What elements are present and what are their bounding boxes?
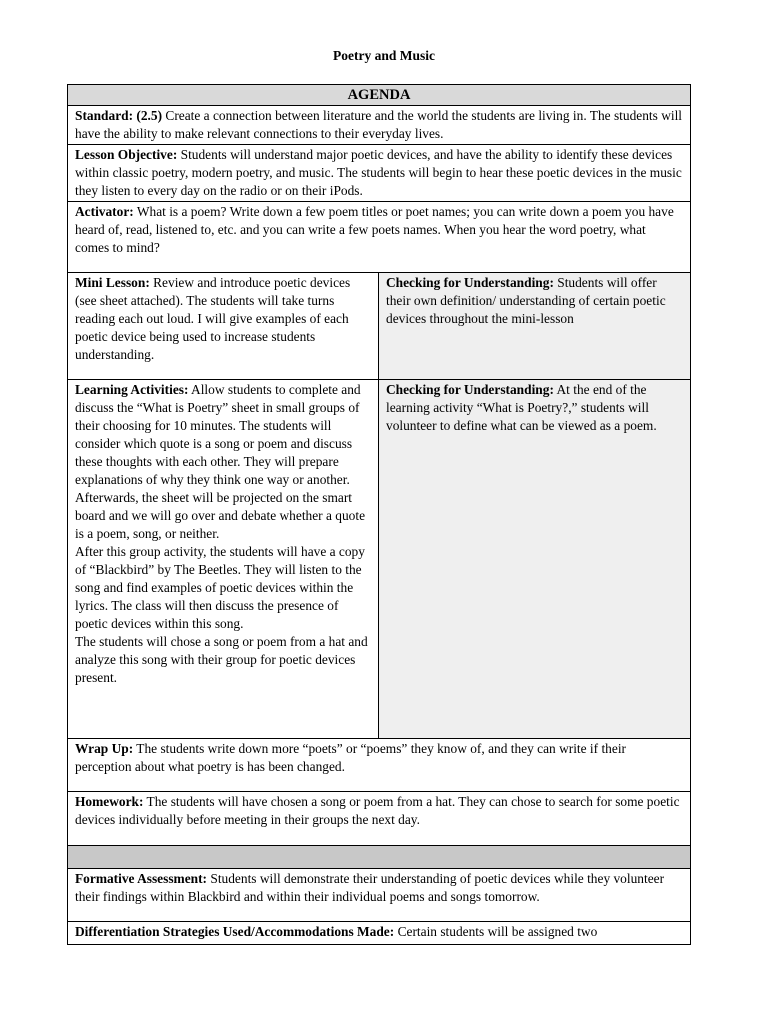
activator-label: Activator: bbox=[75, 204, 134, 219]
differentiation-row bbox=[68, 922, 691, 945]
formative-label: Formative Assessment: bbox=[75, 871, 208, 886]
differentiation-label: Differentiation Strategies Used/Accommodations Made: bbox=[75, 924, 395, 939]
wrap-up-cell bbox=[68, 739, 691, 792]
learning-row bbox=[68, 380, 691, 739]
check1-cell bbox=[379, 273, 691, 380]
objective-label: Lesson Objective: bbox=[75, 147, 178, 162]
standard-cell bbox=[68, 106, 691, 145]
objective-text: Students will understand major poetic devices, and have the ability to identify these devices within classic poetry, modern poetry, and music. The students will begin to hear these poetic devices in the music they listen to every day on the radio or on their iPods. bbox=[75, 147, 682, 198]
homework-label: Homework: bbox=[75, 794, 144, 809]
agenda-header: AGENDA bbox=[68, 85, 691, 106]
activator-text: What is a poem? Write down a few poem titles or poet names; you can write down a poem you have heard of, read, listened to, etc. and you can write a few poets names. When you hear the word poetry, what comes to mind? bbox=[75, 204, 674, 255]
objective-row bbox=[68, 145, 691, 202]
check2-text: At the end of the learning activity “What is Poetry?,” students will volunteer to define what can be viewed as a poem. bbox=[386, 382, 657, 433]
differentiation-cell bbox=[68, 922, 691, 945]
learning-para3: The students will chose a song or poem from a hat and analyze this song with their group for poetic devices present. bbox=[75, 634, 368, 685]
check2-label: Checking for Understanding: bbox=[386, 382, 554, 397]
check1-label: Checking for Understanding: bbox=[386, 275, 554, 290]
document-title: Poetry and Music bbox=[333, 48, 435, 63]
differentiation-text: Certain students will be assigned two bbox=[394, 924, 598, 939]
homework-cell bbox=[68, 792, 691, 846]
activator-row bbox=[68, 202, 691, 273]
standard-text: Create a connection between literature and the world the students are living in. The students will have the ability to make relevant connections to their everyday lives. bbox=[75, 108, 683, 141]
learning-cell bbox=[68, 380, 379, 739]
check1-text: Students will offer their own definition/ understanding of certain poetic devices throughout the mini-lesson bbox=[386, 275, 666, 326]
formative-cell bbox=[68, 869, 691, 922]
mini-lesson-text: Review and introduce poetic devices (see sheet attached). The students will take turns reading each out loud. I will give examples of each poetic device being used to increase students understanding. bbox=[75, 275, 351, 362]
mini-lesson-cell bbox=[68, 273, 379, 380]
agenda-table bbox=[67, 84, 691, 945]
wrap-up-row bbox=[68, 739, 691, 792]
separator-bar bbox=[68, 846, 691, 869]
mini-lesson-row bbox=[68, 273, 691, 380]
learning-para2: After this group activity, the students will have a copy of “Blackbird” by The Beetles. They will listen to the song and find examples of poetic devices within the lyrics. The class will then discuss the presence of poetic devices within this song. bbox=[75, 544, 365, 631]
separator-row bbox=[68, 846, 691, 869]
wrap-up-label: Wrap Up: bbox=[75, 741, 134, 756]
learning-label: Learning Activities: bbox=[75, 382, 189, 397]
agenda-header-row bbox=[68, 85, 691, 106]
standard-row bbox=[68, 106, 691, 145]
formative-text: Students will demonstrate their understanding of poetic devices while they volunteer their findings within Blackbird and within their individual poems and songs tomorrow. bbox=[75, 871, 665, 904]
homework-row bbox=[68, 792, 691, 846]
activator-cell bbox=[68, 202, 691, 273]
wrap-up-text: The students write down more “poets” or “poems” they know of, and they can write if their perception about what poetry is has been changed. bbox=[75, 741, 627, 774]
homework-text: The students will have chosen a song or poem from a hat. They can chose to search for some poetic devices individually before meeting in their groups the next day. bbox=[75, 794, 680, 827]
standard-label: Standard: (2.5) bbox=[75, 108, 163, 123]
objective-cell bbox=[68, 145, 691, 202]
check2-cell bbox=[379, 380, 691, 739]
mini-lesson-label: Mini Lesson: bbox=[75, 275, 150, 290]
learning-text: Allow students to complete and discuss the “What is Poetry” sheet in small groups of their choosing for 10 minutes. The students will consider which quote is a song or poem and discuss these thoughts with each other. They will prepare explanations of why they think one way or another. Afterwards, the sheet will be projected on the smart board and we will go over and debate whether a quote is a poem, song, or neither. bbox=[75, 382, 366, 541]
formative-row bbox=[68, 869, 691, 922]
